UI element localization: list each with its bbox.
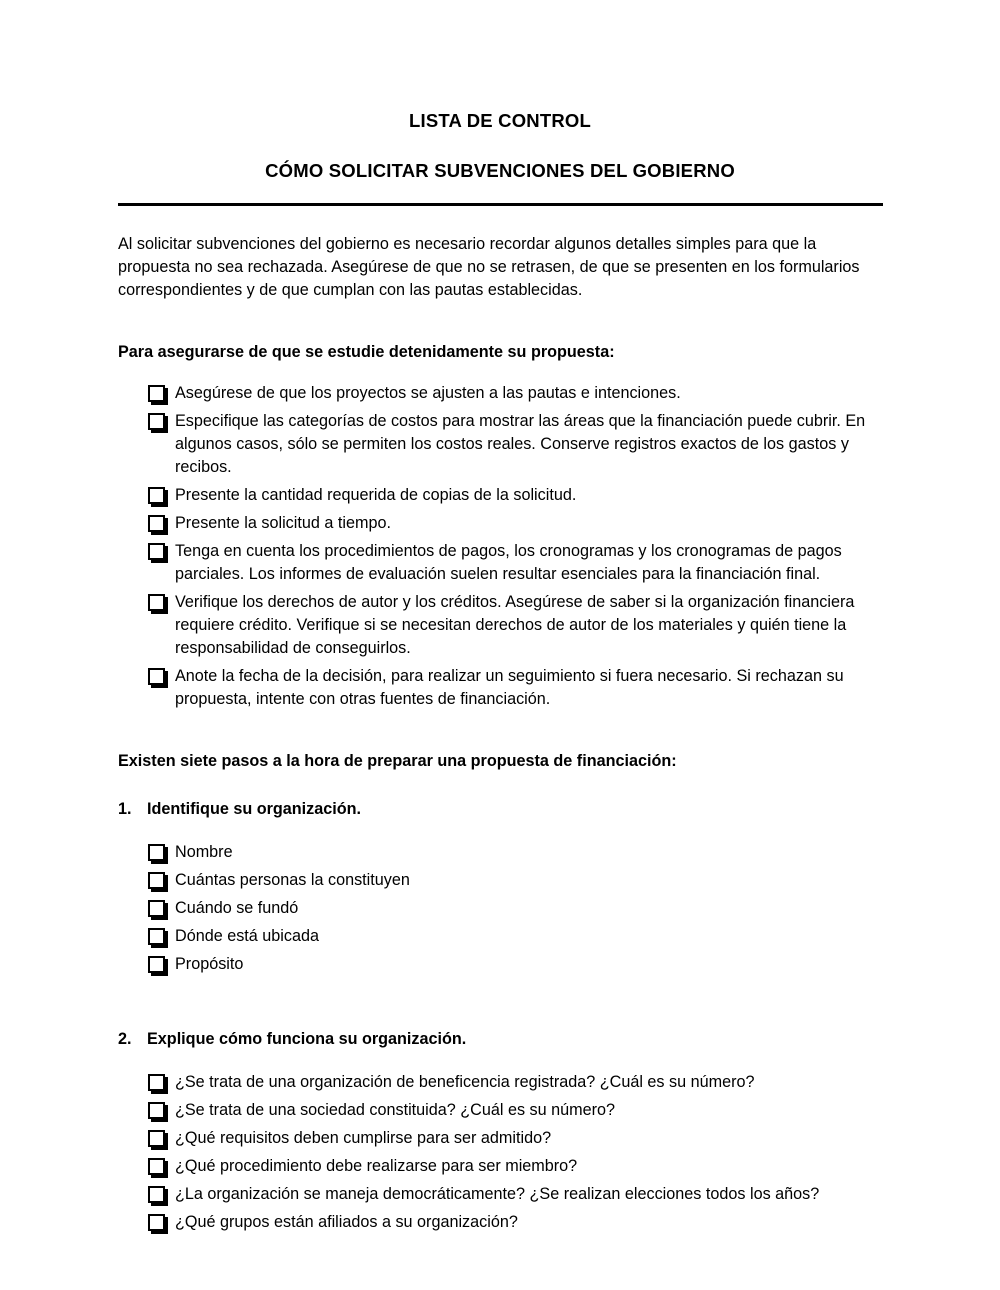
- checkbox-icon[interactable]: [148, 385, 165, 402]
- list-item[interactable]: [118, 869, 888, 892]
- list-item-label: ¿Se trata de una sociedad constituida? ¿Cuál es su número?: [175, 1100, 616, 1119]
- page-subtitle: CÓMO SOLICITAR SUBVENCIONES DEL GOBIERNO: [265, 160, 735, 182]
- checkbox-icon[interactable]: [148, 413, 165, 430]
- step-2-label: Explique cómo funciona su organización.: [147, 1029, 467, 1048]
- checkbox-icon[interactable]: [148, 543, 165, 560]
- checkbox-icon[interactable]: [148, 1186, 165, 1203]
- list-item[interactable]: [118, 410, 888, 479]
- checkbox-icon[interactable]: [148, 487, 165, 504]
- checkbox-icon[interactable]: [148, 844, 165, 861]
- list-item-label: ¿Qué requisitos deben cumplirse para ser admitido?: [175, 1128, 552, 1147]
- list-item[interactable]: [118, 1071, 888, 1094]
- intro-paragraph: Al solicitar subvenciones del gobierno es necesario recordar algunos detalles simples para que la propuesta no sea rechazada. Asegúrese de que no se retrasen, de que se presenten en los formularios correspondientes y de que cumplan con las pautas establecidas.: [118, 235, 860, 300]
- list-item[interactable]: [118, 925, 888, 948]
- list-item[interactable]: [118, 591, 888, 660]
- step-spacer: [118, 981, 888, 1003]
- step-2: [118, 1029, 888, 1234]
- page-title: LISTA DE CONTROL: [408, 110, 592, 131]
- list-item-label: Cuántas personas la constituyen: [175, 870, 410, 889]
- checkbox-icon[interactable]: [148, 1214, 165, 1231]
- list-item-label: ¿Se trata de una organización de beneficencia registrada? ¿Cuál es su número?: [175, 1072, 755, 1091]
- list-item-label: Propósito: [175, 954, 244, 973]
- list-item[interactable]: [118, 897, 888, 920]
- checkbox-icon[interactable]: [148, 928, 165, 945]
- list-item-label: Tenga en cuenta los procedimientos de pagos, los cronogramas y los cronogramas de pagos parciales. Los informes de evaluación suelen resultar esenciales para la financiación final.: [175, 542, 842, 584]
- list-item[interactable]: [118, 1155, 888, 1178]
- list-item[interactable]: [118, 1127, 888, 1150]
- list-item-label: Verifique los derechos de autor y los créditos. Asegúrese de saber si la organización financiera requiere crédito. Verifique si se necesitan derechos de autor de los materiales y quién tiene la responsabilidad de conseguirlos.: [175, 593, 855, 658]
- list-item-label: Asegúrese de que los proyectos se ajusten a las pautas e intenciones.: [175, 384, 681, 403]
- list-item[interactable]: [118, 540, 888, 586]
- list-item-label: Presente la solicitud a tiempo.: [175, 514, 391, 533]
- main-checklist: [118, 382, 888, 711]
- list-item[interactable]: [118, 953, 888, 976]
- step-1-label: Identifique su organización.: [147, 800, 362, 819]
- step-2-checklist: [118, 1071, 888, 1234]
- document-header: [0, 0, 1000, 182]
- list-item[interactable]: [118, 484, 888, 507]
- list-item-label: Anote la fecha de la decisión, para realizar un seguimiento si fuera necesario. Si rechazan su propuesta, intente con otras fuentes de financiación.: [175, 667, 844, 709]
- list-item-label: Especifique las categorías de costos para mostrar las áreas que la financiación puede cubrir. En algunos casos, sólo se permiten los costos reales. Conserve registros exactos de los gastos y recibos.: [175, 412, 866, 477]
- checkbox-icon[interactable]: [148, 668, 165, 685]
- list-item[interactable]: [118, 1211, 888, 1234]
- step-1-number: 1.: [118, 800, 132, 819]
- checkbox-icon[interactable]: [148, 1074, 165, 1091]
- list-item-label: Nombre: [175, 842, 233, 861]
- header-divider: [118, 203, 883, 206]
- list-item-label: Presente la cantidad requerida de copias de la solicitud.: [175, 486, 577, 505]
- checkbox-icon[interactable]: [148, 515, 165, 532]
- step-1-checklist: [118, 841, 888, 976]
- step-1-title: [118, 799, 888, 821]
- step-1: [118, 799, 888, 976]
- checkbox-icon[interactable]: [148, 956, 165, 973]
- steps-heading: Existen siete pasos a la hora de preparar una propuesta de financiación:: [118, 752, 677, 771]
- checkbox-icon[interactable]: [148, 872, 165, 889]
- list-item[interactable]: [118, 1099, 888, 1122]
- checkbox-icon[interactable]: [148, 1102, 165, 1119]
- checkbox-icon[interactable]: [148, 900, 165, 917]
- checkbox-icon[interactable]: [148, 1158, 165, 1175]
- list-item[interactable]: [118, 841, 888, 864]
- step-2-number: 2.: [118, 1029, 132, 1048]
- list-item-label: Cuándo se fundó: [175, 898, 299, 917]
- section-heading: Para asegurarse de que se estudie detenidamente su propuesta:: [118, 343, 615, 362]
- list-item-label: ¿La organización se maneja democráticamente? ¿Se realizan elecciones todos los años?: [175, 1184, 820, 1203]
- checkbox-icon[interactable]: [148, 1130, 165, 1147]
- document-body: [118, 233, 888, 1233]
- list-item[interactable]: [118, 665, 888, 711]
- list-item[interactable]: [118, 382, 888, 405]
- list-item[interactable]: [118, 512, 888, 535]
- list-item-label: Dónde está ubicada: [175, 926, 319, 945]
- list-item-label: ¿Qué procedimiento debe realizarse para ser miembro?: [175, 1156, 578, 1175]
- step-2-title: [118, 1029, 888, 1051]
- list-item-label: ¿Qué grupos están afiliados a su organización?: [175, 1212, 518, 1231]
- checkbox-icon[interactable]: [148, 594, 165, 611]
- list-item[interactable]: [118, 1183, 888, 1206]
